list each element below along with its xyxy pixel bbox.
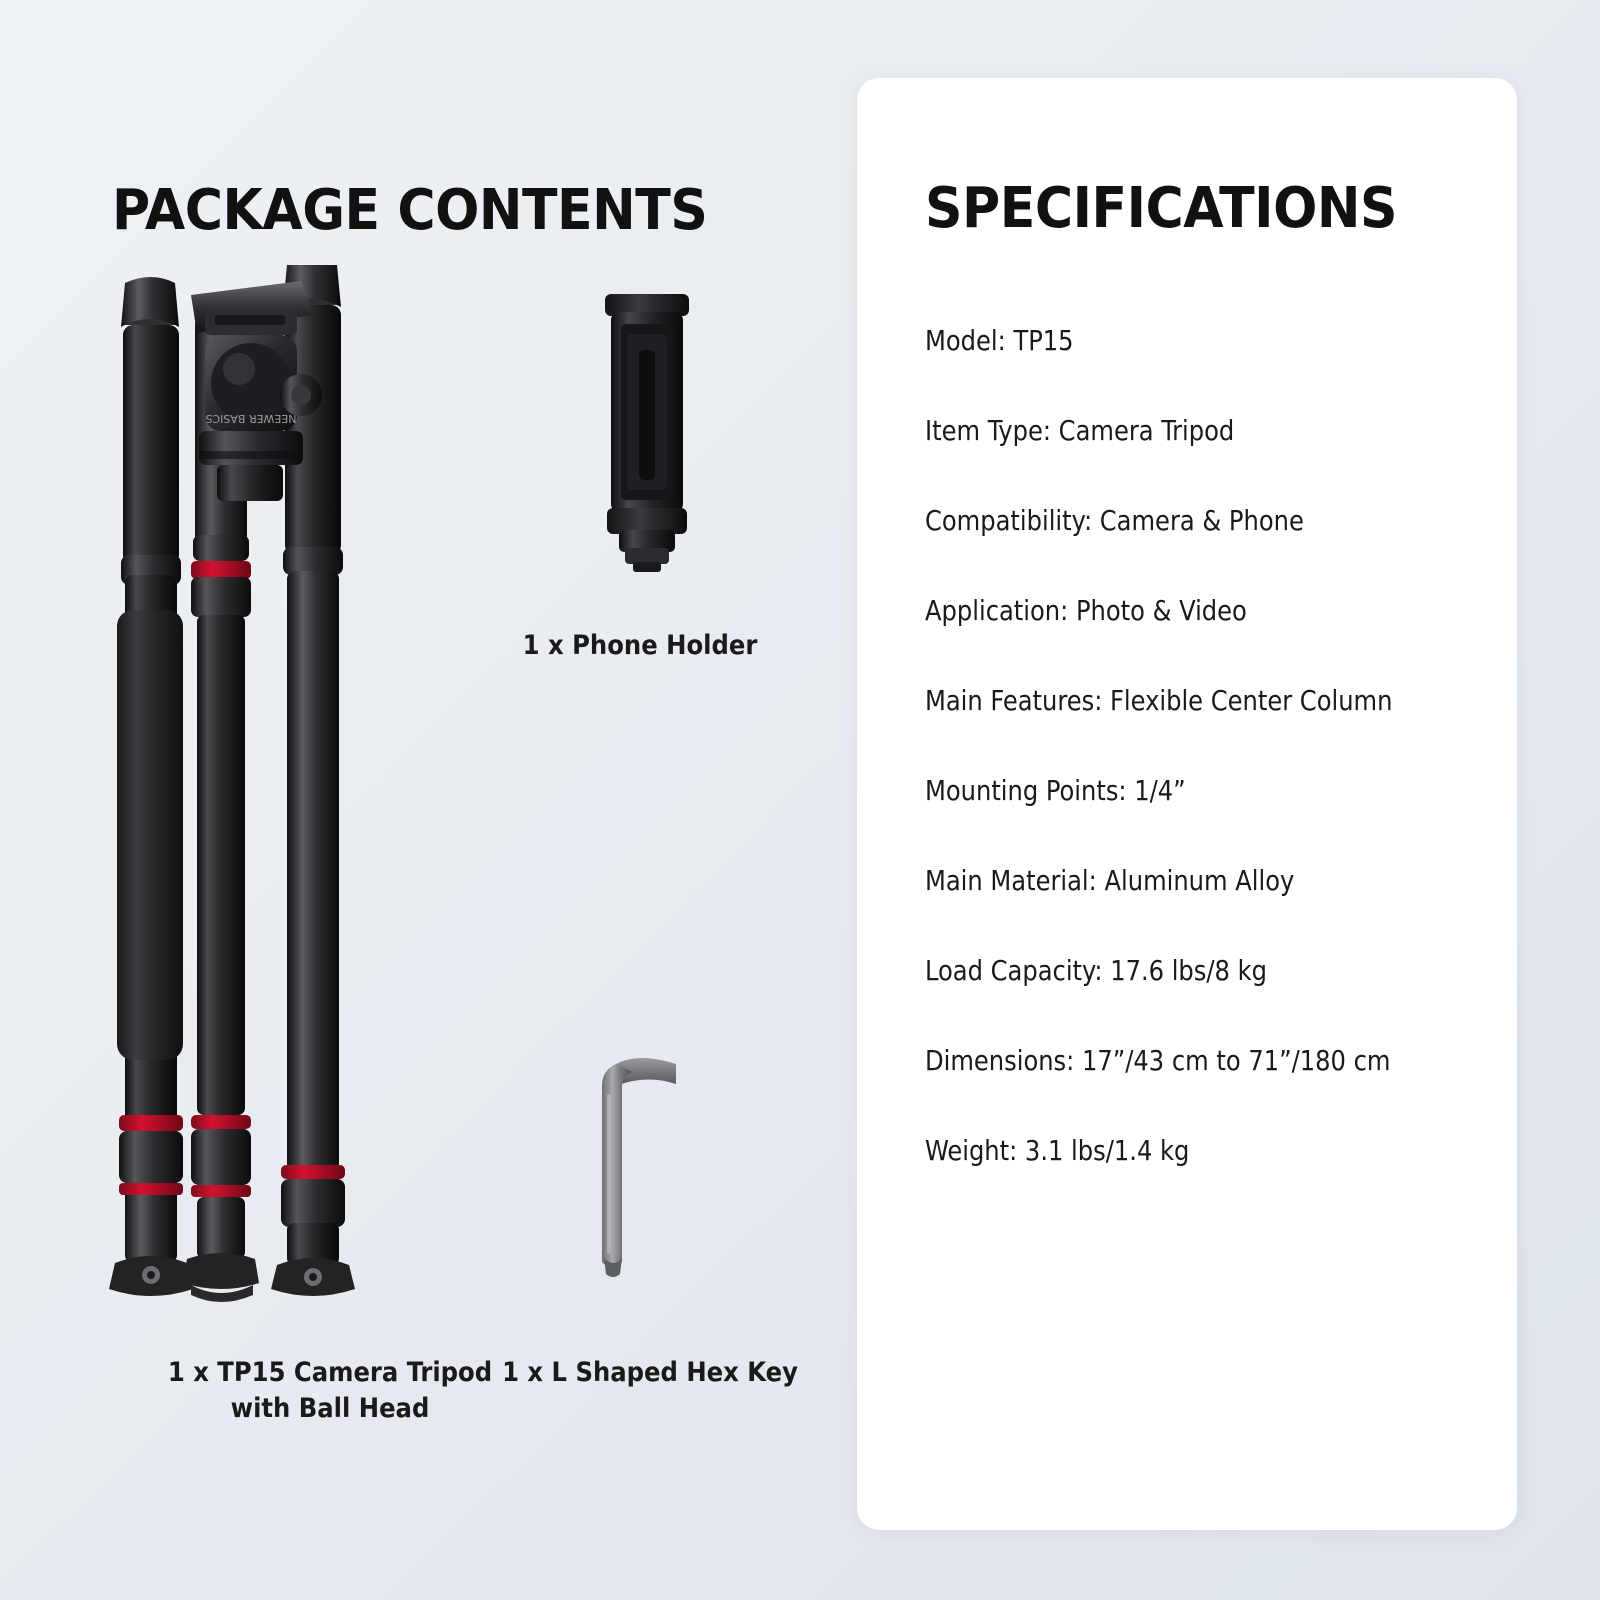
spec-item-main-features: Main Features: Flexible Center Column	[925, 684, 1393, 717]
spec-item-model: Model: TP15	[925, 324, 1074, 357]
tripod-image	[95, 265, 425, 1325]
page-title: PACKAGE CONTENTS	[112, 177, 708, 243]
specifications-panel	[857, 78, 1517, 1530]
tripod-caption-line1: 1 x TP15 Camera Tripod	[167, 1357, 493, 1388]
spec-item-weight: Weight: 3.1 lbs/1.4 kg	[925, 1134, 1190, 1167]
spec-item-dimensions: Dimensions: 17”/43 cm to 71”/180 cm	[925, 1044, 1391, 1077]
spec-item-item-type: Item Type: Camera Tripod	[925, 414, 1235, 447]
tripod-caption-line2: with Ball Head	[230, 1393, 430, 1425]
specifications-title: SPECIFICATIONS	[925, 175, 1398, 241]
tripod-brand-text: NEEWER BASICS	[205, 412, 297, 425]
spec-item-mounting-points: Mounting Points: 1/4”	[925, 774, 1186, 807]
phone-holder-image	[595, 290, 705, 580]
spec-item-main-material: Main Material: Aluminum Alloy	[925, 864, 1295, 897]
spec-item-compatibility: Compatibility: Camera & Phone	[925, 504, 1304, 537]
hex-key-image	[590, 1050, 720, 1300]
spec-item-application: Application: Photo & Video	[925, 594, 1247, 627]
spec-item-load-capacity: Load Capacity: 17.6 lbs/8 kg	[925, 954, 1267, 987]
phone-holder-caption: 1 x Phone Holder	[522, 630, 758, 661]
hex-key-caption: 1 x L Shaped Hex Key	[502, 1357, 798, 1388]
specifications-list	[925, 323, 1505, 1223]
